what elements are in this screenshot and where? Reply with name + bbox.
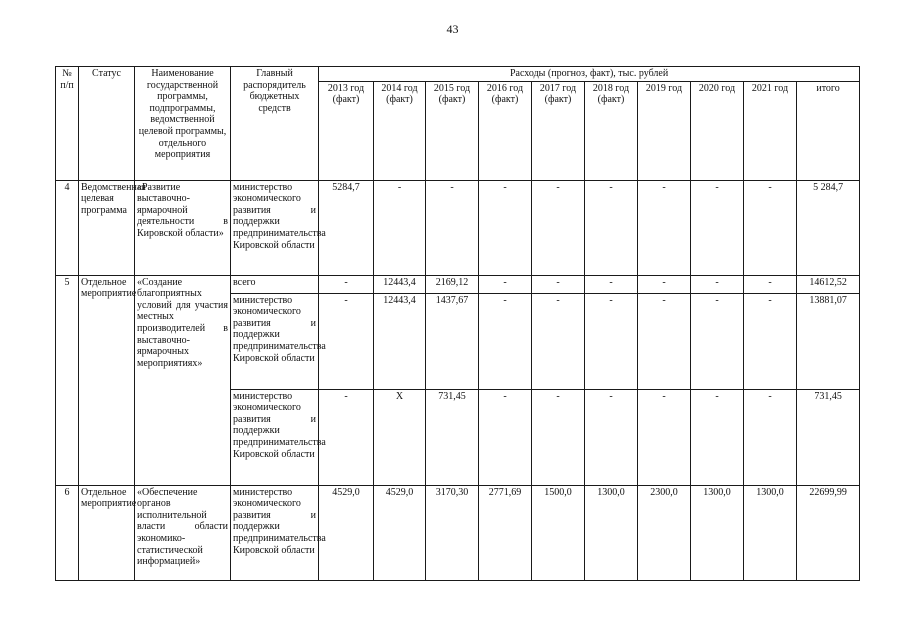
num-header: № п/п xyxy=(56,67,79,181)
value-cell: - xyxy=(691,293,744,389)
row-status: Отдельное мероприятие xyxy=(79,485,135,580)
table-row xyxy=(56,485,860,580)
row-executor: министерство экономического развития и поддержки предпринимательства Кировской области xyxy=(231,180,319,275)
row-executor: министерство экономического развития и поддержки предпринимательства Кировской области xyxy=(231,485,319,580)
value-cell: - xyxy=(744,389,797,485)
total-cell: 14612,52 xyxy=(797,275,860,293)
value-cell: 4529,0 xyxy=(319,485,374,580)
value-cell: - xyxy=(532,293,585,389)
value-cell: 2771,69 xyxy=(479,485,532,580)
year-header: 2015 год (факт) xyxy=(426,81,479,180)
total-cell: 5 284,7 xyxy=(797,180,860,275)
value-cell: - xyxy=(479,293,532,389)
executor-header: Главный распорядитель бюджетных средств xyxy=(231,67,319,181)
year-header: 2013 год (факт) xyxy=(319,81,374,180)
value-cell: 2300,0 xyxy=(638,485,691,580)
value-cell: - xyxy=(585,389,638,485)
value-cell: - xyxy=(479,275,532,293)
row-status: Отдельное мероприятие xyxy=(79,275,135,485)
value-cell: - xyxy=(744,293,797,389)
value-cell: - xyxy=(638,275,691,293)
value-cell: - xyxy=(744,180,797,275)
year-header: 2016 год (факт) xyxy=(479,81,532,180)
budget-table xyxy=(55,66,860,581)
row-number: 6 xyxy=(56,485,79,580)
total-cell: 13881,07 xyxy=(797,293,860,389)
table-row xyxy=(56,180,860,275)
row-executor: всего xyxy=(231,275,319,293)
value-cell: - xyxy=(691,275,744,293)
value-cell: - xyxy=(585,180,638,275)
year-header: 2020 год xyxy=(691,81,744,180)
value-cell: Х xyxy=(374,389,426,485)
year-header: 2019 год xyxy=(638,81,691,180)
value-cell: - xyxy=(691,389,744,485)
year-header: 2014 год (факт) xyxy=(374,81,426,180)
value-cell: 4529,0 xyxy=(374,485,426,580)
value-cell: 3170,30 xyxy=(426,485,479,580)
header-row xyxy=(56,67,860,82)
value-cell: 5284,7 xyxy=(319,180,374,275)
year-header: 2021 год xyxy=(744,81,797,180)
value-cell: - xyxy=(532,389,585,485)
row-executor: министерство экономического развития и поддержки предпринимательства Кировской области xyxy=(231,293,319,389)
value-cell: 1300,0 xyxy=(585,485,638,580)
row-number: 5 xyxy=(56,275,79,485)
table-row xyxy=(56,275,860,293)
row-program-name: «Обеспечение органов исполнительной власти области экономико-статистической информацией» xyxy=(135,485,231,580)
total-cell: 731,45 xyxy=(797,389,860,485)
value-cell: 1437,67 xyxy=(426,293,479,389)
value-cell: 1300,0 xyxy=(691,485,744,580)
row-program-name: «Создание благоприятных условий для участия местных производителей в выставочно-ярмарочных мероприятиях» xyxy=(135,275,231,485)
value-cell: - xyxy=(638,180,691,275)
row-number: 4 xyxy=(56,180,79,275)
value-cell: - xyxy=(319,275,374,293)
value-cell: 1300,0 xyxy=(744,485,797,580)
value-cell: - xyxy=(532,180,585,275)
total-cell: 22699,99 xyxy=(797,485,860,580)
value-cell: - xyxy=(479,389,532,485)
year-header: 2017 год (факт) xyxy=(532,81,585,180)
year-header: 2018 год (факт) xyxy=(585,81,638,180)
value-cell: - xyxy=(638,389,691,485)
value-cell: - xyxy=(319,389,374,485)
value-cell: - xyxy=(479,180,532,275)
value-cell: 12443,4 xyxy=(374,293,426,389)
value-cell: - xyxy=(585,293,638,389)
value-cell: - xyxy=(374,180,426,275)
program-name-header: Наименование государственной программы, подпрограммы, ведомственной целевой программы, отдельного мероприятия xyxy=(135,67,231,181)
value-cell: 731,45 xyxy=(426,389,479,485)
value-cell: - xyxy=(532,275,585,293)
total-header: итого xyxy=(797,81,860,180)
page-number: 43 xyxy=(446,22,459,36)
value-cell: 2169,12 xyxy=(426,275,479,293)
row-program-name: «Развитие выставочно-ярмарочной деятельности в Кировской области» xyxy=(135,180,231,275)
expenses-header: Расходы (прогноз, факт), тыс. рублей xyxy=(319,67,860,82)
row-executor: министерство экономического развития и поддержки предпринимательства Кировской области xyxy=(231,389,319,485)
status-header: Статус xyxy=(79,67,135,181)
value-cell: - xyxy=(319,293,374,389)
value-cell: 12443,4 xyxy=(374,275,426,293)
value-cell: 1500,0 xyxy=(532,485,585,580)
value-cell: - xyxy=(426,180,479,275)
value-cell: - xyxy=(585,275,638,293)
value-cell: - xyxy=(744,275,797,293)
value-cell: - xyxy=(691,180,744,275)
value-cell: - xyxy=(638,293,691,389)
row-status: Ведомственная целевая программа xyxy=(79,180,135,275)
